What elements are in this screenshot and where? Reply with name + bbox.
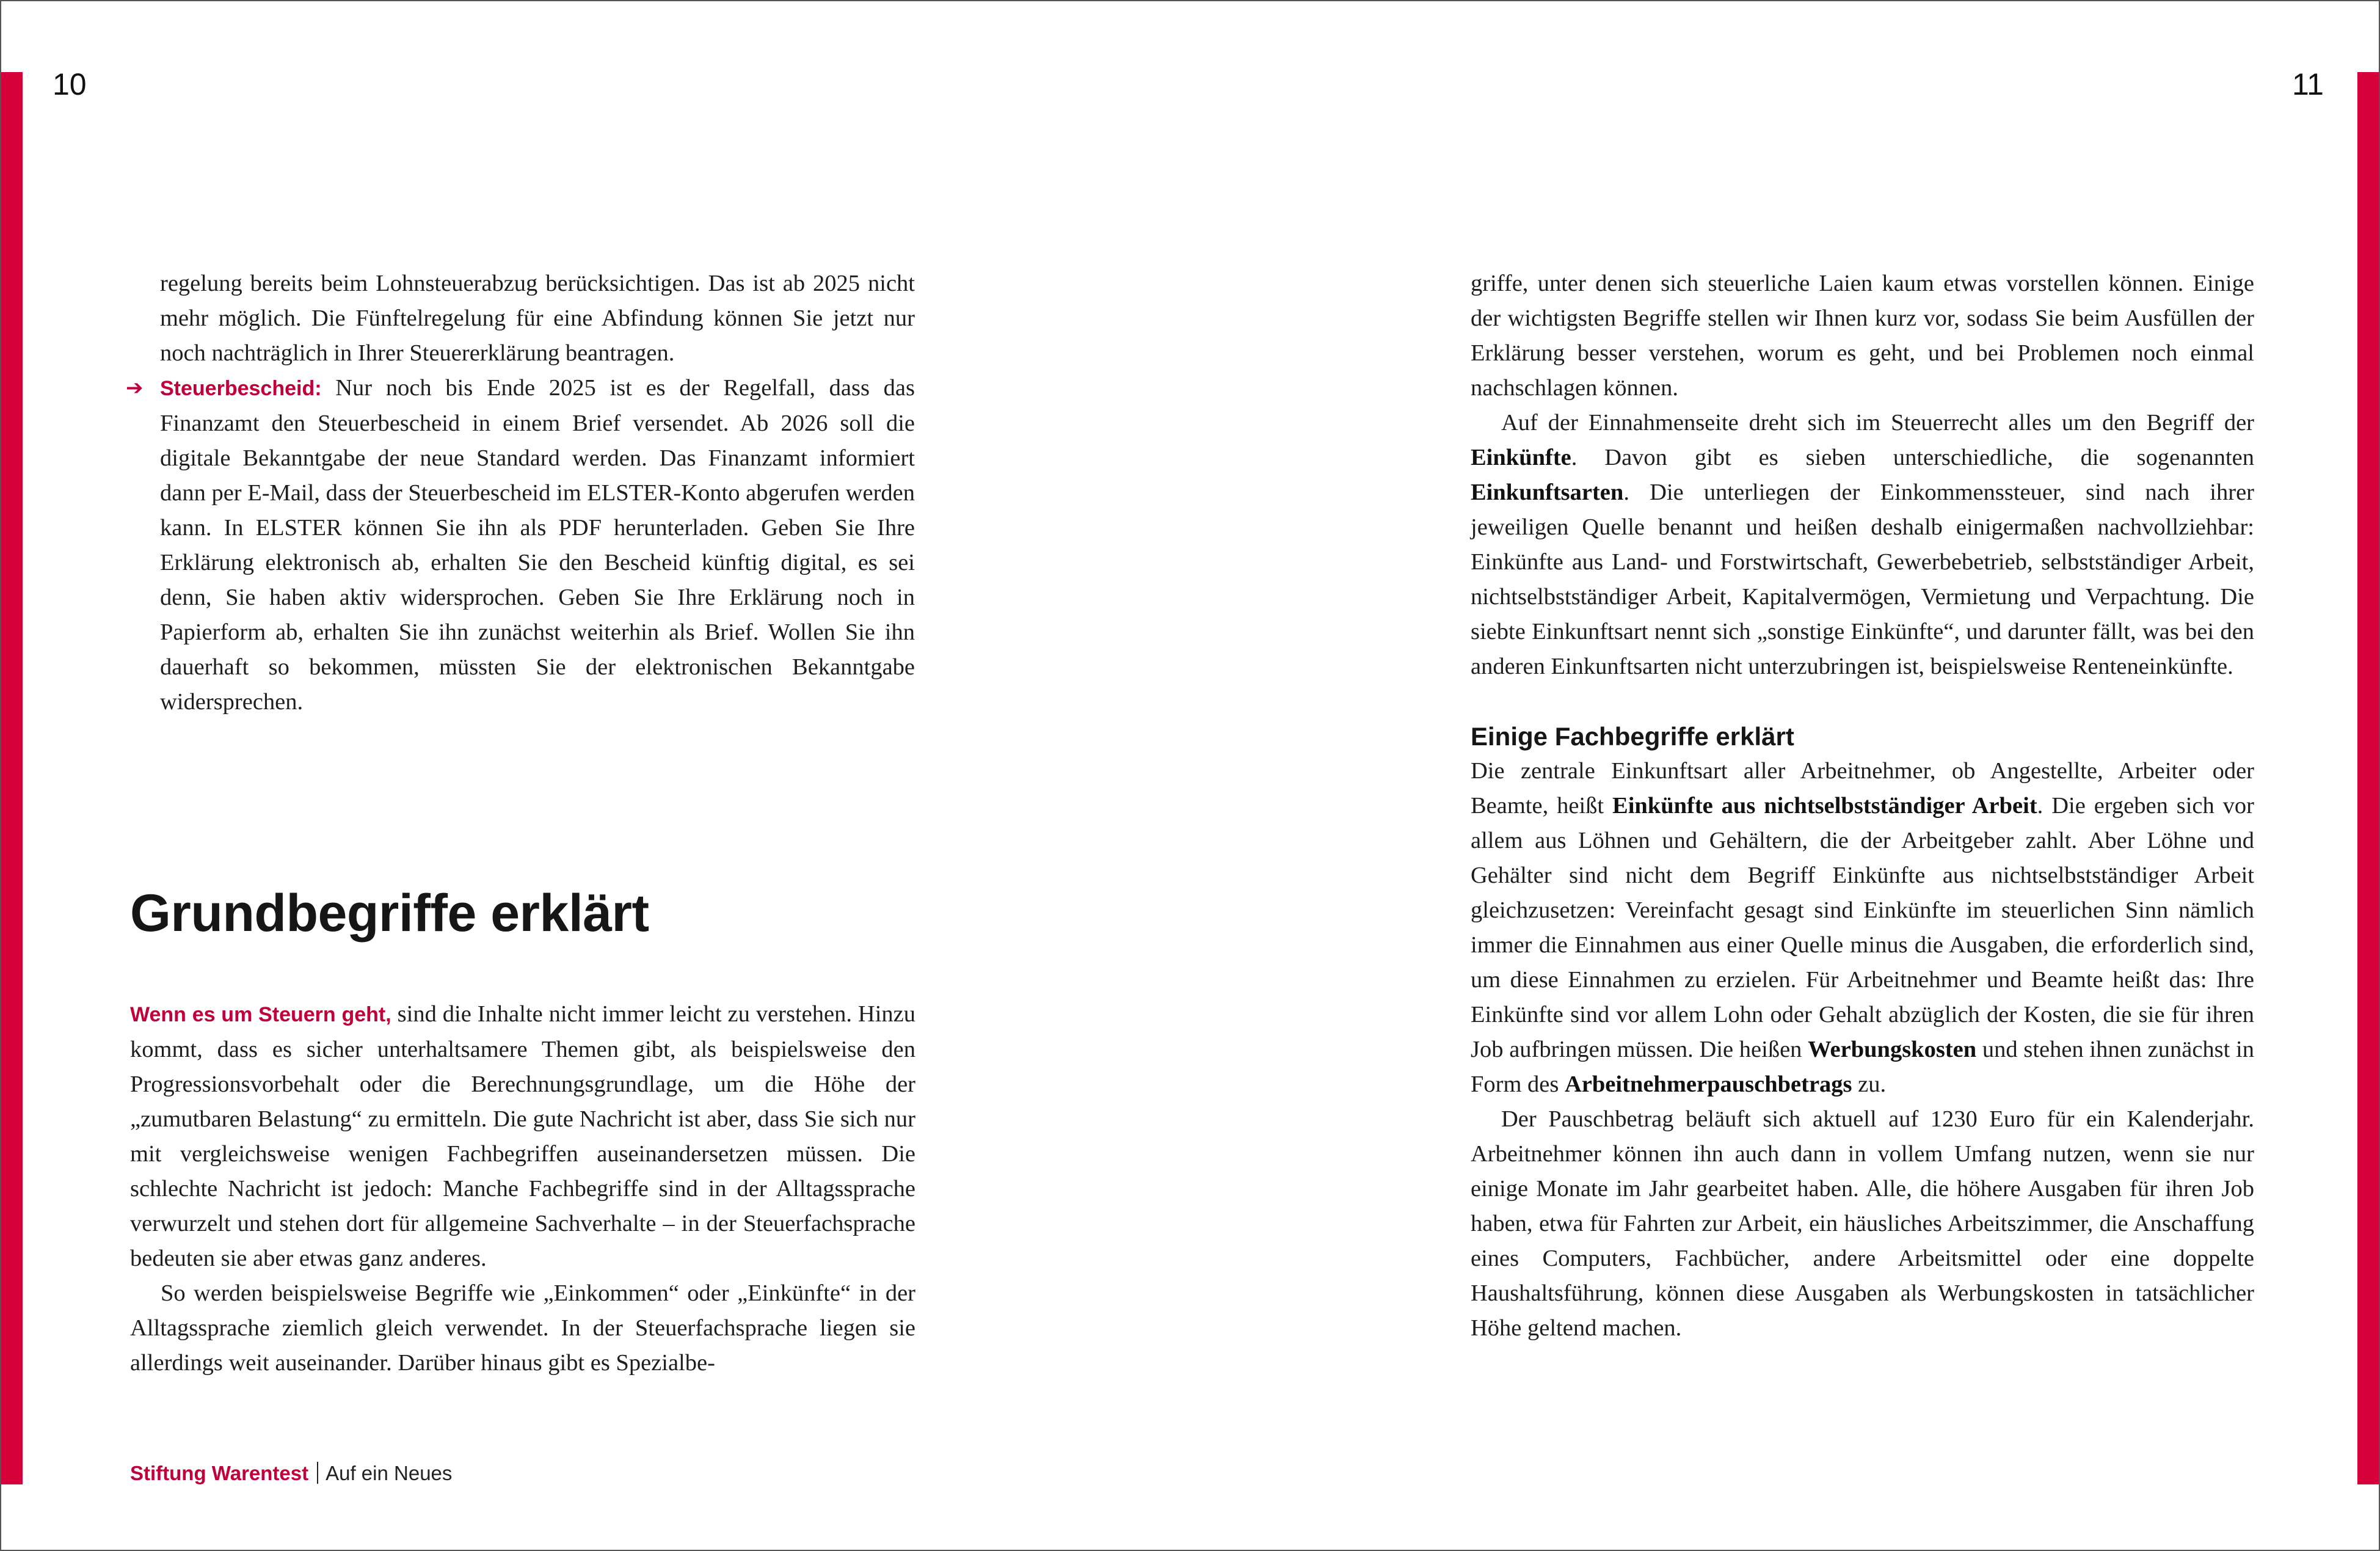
paragraph-einkuenfte	[1471, 406, 2254, 684]
bullet-text: Nur noch bis Ende 2025 ist es der Regelfall, dass das Finanzamt den Steuerbescheid in einem Brief versendet. Ab 2026 soll die digitale Bekanntgabe der neue Standard werden. Das Finanzamt informiert dann per E-Mail, dass der Steuerbescheid im ELSTER-Konto abgerufen werden kann. In ELSTER können Sie ihn als PDF herunterladen. Geben Sie Ihre Erklärung elektronisch ab, erhalten Sie den Bescheid künftig digital, es sei denn, Sie haben aktiv widersprochen. Geben Sie Ihre Erklärung noch in Papierform ab, erhalten Sie ihn zunächst weiterhin als Brief. Wollen Sie ihn dauerhaft so bekommen, müssten Sie der elektronischen Bekanntgabe widersprechen.	[160, 375, 915, 715]
text-run: . Davon gibt es sieben unterschiedliche, die sogenannten	[1571, 445, 2254, 470]
right-accent-bar	[2357, 72, 2379, 1484]
continuation-paragraph-right: griffe, unter denen sich steuerliche Laien kaum etwas vorstellen können. Einige der wichtigsten Begriffe stellen wir Ihnen kurz vor, sodass Sie beim Ausfüllen der Erklärung besser verstehen, worum es geht, und bei Problemen noch einmal nachschlagen können.	[1471, 271, 2254, 401]
subheading: Einige Fachbegriffe erklärt	[1471, 722, 1794, 751]
left-top-column	[126, 266, 915, 720]
intro-paragraph	[130, 997, 915, 1276]
footer-divider	[317, 1462, 318, 1484]
footer	[130, 1461, 452, 1486]
left-bottom-column	[130, 997, 915, 1381]
section-heading: Grundbegriffe erklärt	[130, 884, 649, 943]
arrow-right-icon: ➔	[126, 376, 144, 400]
text-run: Auf der Einnahmenseite dreht sich im Steuerrecht alles um den Begriff der	[1501, 410, 2254, 436]
term-nichtselbststaendige-arbeit: Einkünfte aus nichtselbstständiger Arbeit	[1612, 793, 2037, 819]
text-run: zu.	[1852, 1071, 1887, 1097]
footer-brand: Stiftung Warentest	[130, 1462, 309, 1484]
intro-lead: Wenn es um Steuern geht,	[130, 1003, 391, 1026]
page-number-right: 11	[2292, 67, 2324, 101]
footer-book-title: Auf ein Neues	[326, 1462, 453, 1484]
paragraph-fachbegriffe	[1471, 754, 2254, 1102]
intro-text: sind die Inhalte nicht immer leicht zu verstehen. Hinzu kommt, dass es sicher unterhaltsamere Themen gibt, als beispielsweise den Progressionsvorbehalt oder die Berechnungsgrundlage, um die Höhe der „zumutbaren Belastung“ zu ermitteln. Die gute Nachricht ist aber, dass Sie sich nur mit vergleichsweise wenigen Fachbegriffen auseinandersetzen müssen. Die schlechte Nachricht ist jedoch: Manche Fachbegriffe sind in der Alltagssprache verwurzelt und stehen dort für allgemeine Sachverhalte – in der Steuerfachsprache bedeuten sie aber etwas ganz anderes.	[130, 1001, 916, 1271]
right-column	[1471, 266, 2254, 1346]
page-number-left: 10	[53, 67, 87, 101]
text-run: . Die unterliegen der Einkommenssteuer, sind nach ihrer jeweiligen Quelle benannt und heißen deshalb einigermaßen nachvollziehbar: Einkünfte aus Land- und Forstwirtschaft, Gewerbebetrieb, selbstständiger Arbeit, nichtselbstständiger Arbeit, Kapitalvermögen, Vermietung und Verpachtung. Die siebte Einkunftsart nennt sich „sonstige Einkünfte“, und darunter fällt, was bei den anderen Einkunftsarten nicht unterzubringen ist, beispielsweise Renteneinkünfte.	[1471, 480, 2254, 679]
term-arbeitnehmerpauschbetrag: Arbeitnehmerpauschbetrags	[1565, 1071, 1852, 1097]
continuation-paragraph-left: regelung bereits beim Lohnsteuerabzug berücksichtigen. Das ist ab 2025 nicht mehr möglich. Die Fünftelregelung für eine Abfindung können Sie jetzt nur noch nachträglich in Ihrer Steuererklärung beantragen.	[160, 271, 915, 366]
text-run: und stehen ihnen zunächst in Form des	[1471, 1037, 2254, 1097]
term-werbungskosten: Werbungskosten	[1808, 1037, 1977, 1062]
bullet-label: Steuerbescheid:	[160, 377, 322, 400]
bullet-item-steuerbescheid	[126, 371, 915, 720]
term-einkunftsarten: Einkunftsarten	[1471, 480, 1624, 505]
paragraph-pauschbetrag: Der Pauschbetrag beläuft sich aktuell auf 1230 Euro für ein Kalenderjahr. Arbeitnehmer können ihn auch dann in vollem Umfang nutzen, wenn sie nur einige Monate im Jahr gearbeitet haben. Alle, die höhere Ausgaben für ihren Job haben, etwa für Fahrten zur Arbeit, ein häusliches Arbeitszimmer, die Anschaffung eines Computers, Fachbücher, andere Arbeitsmittel oder eine doppelte Haushaltsführung, können diese Ausgaben als Werbungskosten in tatsächlicher Höhe geltend machen.	[1471, 1106, 2254, 1341]
term-einkuenfte: Einkünfte	[1471, 445, 1571, 470]
left-accent-bar	[1, 72, 23, 1484]
paragraph-begriffe: So werden beispielsweise Begriffe wie „Einkommen“ oder „Einkünfte“ in der Alltagssprache ziemlich gleich verwendet. In der Steuerfachsprache liegen sie allerdings weit auseinander. Darüber hinaus gibt es Spezialbe-	[130, 1280, 915, 1376]
text-run: Die zentrale Einkunftsart aller Arbeitnehmer, ob Angestellte, Arbeiter oder Beamte, heißt	[1471, 758, 2254, 819]
text-run: . Die ergeben sich vor allem aus Löhnen und Gehältern, die der Arbeitgeber zahlt. Aber Löhne und Gehälter sind nicht dem Begriff Einkünfte aus nichtselbstständiger Arbeit gleichzusetzen: Vereinfacht gesagt sind Einkünfte im steuerlichen Sinn nämlich immer die Einnahmen aus einer Quelle minus die Ausgaben, die erforderlich sind, um diese Einnahmen zu erzielen. Für Arbeitnehmer und Beamte heißt das: Ihre Einkünfte sind vor allem Lohn oder Gehalt abzüglich der Kosten, die sie für ihren Job aufbringen müssen. Die heißen	[1471, 793, 2254, 1062]
